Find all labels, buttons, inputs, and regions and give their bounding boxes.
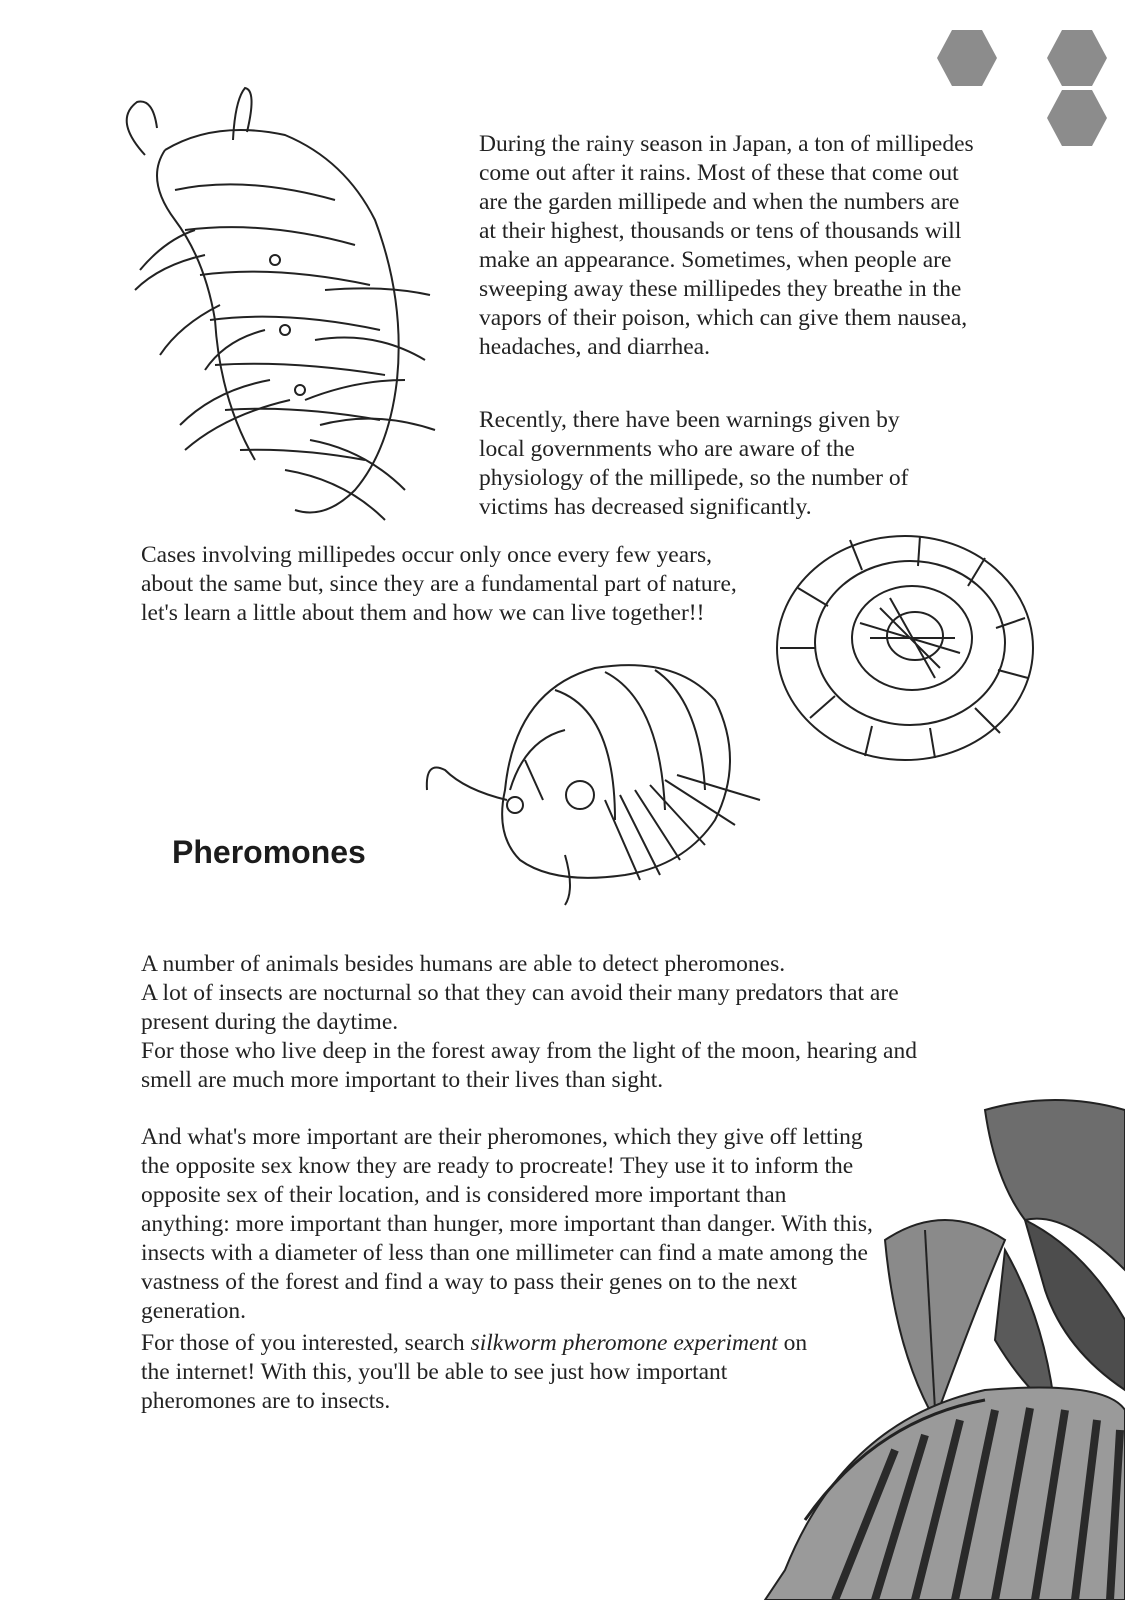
pheromones-paragraph-2: And what's more important are their pheromones, which they give off letting the opposite sex know they are ready to procreate! They use it to inform the opposite sex of their location, and is considered more important than anything: more important than hunger, more important than danger. With this, insects with a diameter of less than one millimeter can find a mate among the vastness of the forest and find a way to pass their genes on to the next generation. (141, 1124, 873, 1324)
paragraph-3-prefix: For those of you interested, search (141, 1330, 471, 1356)
pheromones-line-1: A number of animals besides humans are able to detect pheromones. (141, 951, 786, 977)
intro-paragraph-2: Recently, there have been warnings given by local governments who are aware of the physiology of the millipede, so the number of victims has decreased significantly. (479, 407, 909, 520)
intro-paragraph-3: Cases involving millipedes occur only once every few years, about the same but, since they are a fundamental part of nature, let's learn a little about them and how we can live together!! (141, 542, 737, 626)
hexagon-icon (937, 30, 997, 86)
millipede-sketch (105, 80, 475, 540)
coiled-millipede-sketch (770, 528, 1040, 768)
pheromones-paragraph-1 (141, 950, 921, 1095)
hexagon-icon (1047, 30, 1107, 86)
hexagon-icon (1047, 90, 1107, 146)
intro-paragraph-1: During the rainy season in Japan, a ton of millipedes come out after it rains. Most of these that come out are the garden millipede and when the numbers are at their highest, thousands or tens of thousands will make an appearance. Sometimes, when people are sweeping away these millipedes they breathe in the vapors of their poison, which can give them nausea, headaches, and diarrhea. (479, 131, 974, 360)
paragraph-3-suffix: on the internet! With this, you'll be able to see just how important pheromones are to insects. (141, 1330, 808, 1414)
pill-millipede-sketch (415, 650, 785, 915)
pheromones-line-3: For those who live deep in the forest away from the light of the moon, hearing and smell are much more important to their lives than sight. (141, 1038, 917, 1093)
pheromones-paragraph-3 (141, 1329, 841, 1416)
pheromones-line-2: A lot of insects are nocturnal so that they can avoid their many predators that are present during the daytime. (141, 980, 899, 1035)
section-heading: Pheromones (172, 834, 366, 870)
search-term: silkworm pheromone experiment (470, 1330, 778, 1356)
